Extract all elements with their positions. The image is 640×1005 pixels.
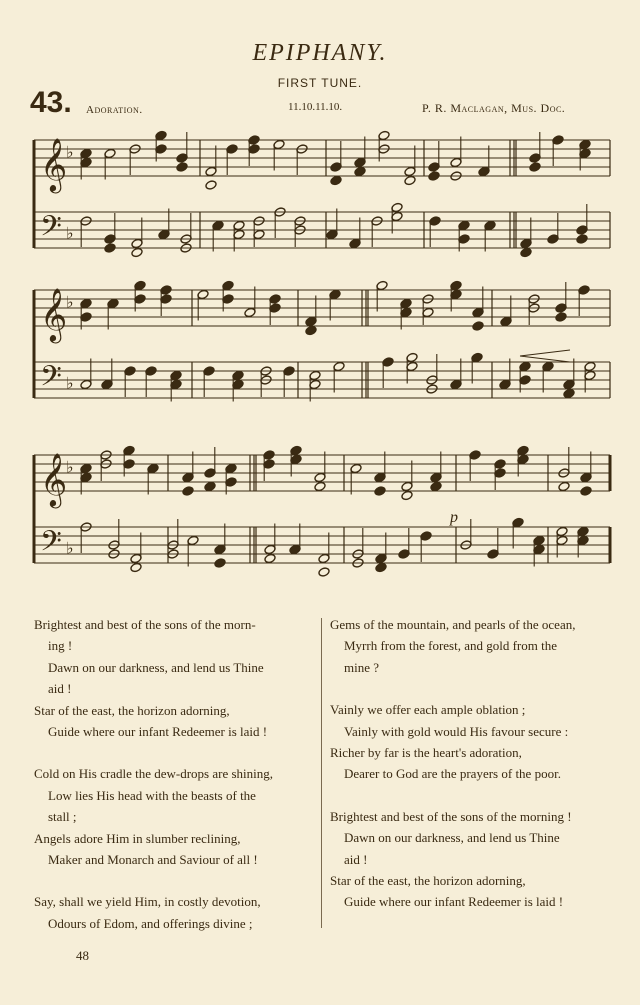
- note-head: [374, 486, 386, 497]
- note-head: [305, 325, 317, 336]
- hymn-number: 43.: [30, 86, 72, 119]
- verse-line: Richer by far is the heart's adoration,: [330, 745, 522, 761]
- flat-sign-icon: ♭: [66, 142, 74, 162]
- tune-label: FIRST TUNE.: [277, 76, 363, 90]
- tune-name: Adoration.: [86, 104, 143, 116]
- flat-sign-icon: ♭: [66, 457, 74, 477]
- page-number: 48: [76, 948, 89, 963]
- meter: 11.10.11.10.: [288, 101, 343, 113]
- note-head: [580, 486, 592, 497]
- note-head: [472, 321, 484, 332]
- column-divider: [321, 618, 322, 928]
- bass-clef-icon: 𝄢: [40, 525, 62, 565]
- stanza: [34, 763, 316, 870]
- note-head: [428, 171, 440, 182]
- note-head: [182, 486, 194, 497]
- treble-clef-icon: 𝄞: [40, 287, 68, 341]
- note-head: [555, 312, 567, 323]
- note-head: [401, 490, 413, 501]
- verse-line: Star of the east, the horizon adorning,: [34, 702, 230, 718]
- stanza: [34, 891, 316, 934]
- stanza: [34, 614, 316, 742]
- bass-clef-icon: 𝄢: [40, 210, 62, 250]
- note-head: [330, 175, 342, 186]
- note-head: [558, 481, 570, 492]
- crescendo-hairpin: [520, 350, 570, 362]
- verse-line: Dawn on our darkness, and lend us Thine: [344, 830, 560, 846]
- verse-line: Star of the east, the horizon adorning,: [330, 873, 526, 889]
- note-head: [529, 162, 541, 173]
- verse-line: Guide where our infant Redeemer is laid !: [48, 724, 268, 740]
- verses-left-column: [34, 614, 316, 955]
- dynamic-marking: p: [450, 509, 458, 526]
- verse-line: Cold on His cradle the dew-drops are shining,: [34, 766, 274, 782]
- verses-right-column: [330, 614, 620, 934]
- verse-line: mine ?: [344, 659, 380, 675]
- flat-sign-icon: ♭: [66, 223, 74, 243]
- verse-line: Vainly we offer each ample oblation ;: [330, 702, 526, 718]
- note-head: [520, 247, 532, 258]
- flat-sign-icon: ♭: [66, 538, 74, 558]
- verse-line: Odours of Edom, and offerings divine ;: [48, 915, 253, 931]
- note-head: [204, 481, 216, 492]
- treble-clef-icon: 𝄞: [40, 137, 68, 191]
- note-head: [375, 562, 387, 573]
- verse-line: aid !: [48, 681, 72, 697]
- note-head: [104, 243, 116, 254]
- note-head: [264, 553, 276, 564]
- verse-line: Gems of the mountain, and pearls of the ocean,: [330, 617, 576, 632]
- stanza: [330, 614, 620, 678]
- note-head: [576, 234, 588, 245]
- note-head: [314, 481, 326, 492]
- note-head: [354, 166, 366, 177]
- verse-line: Say, shall we yield Him, in costly devotion,: [34, 894, 261, 910]
- verse-line: Maker and Monarch and Saviour of all !: [48, 852, 258, 868]
- bass-clef-icon: 𝄢: [40, 360, 62, 400]
- verse-line: Dawn on our darkness, and lend us Thine: [48, 659, 264, 675]
- stanza: [330, 806, 620, 913]
- note-head: [205, 180, 217, 191]
- note-head: [430, 481, 442, 492]
- note-head: [404, 175, 416, 186]
- composer: P. R. Maclagan, Mus. Doc.: [422, 101, 566, 115]
- note-head: [130, 562, 142, 573]
- section-title: EPIPHANY.: [252, 40, 388, 66]
- treble-clef-icon: 𝄞: [40, 452, 68, 506]
- verse-line: Vainly with gold would His favour secure :: [344, 723, 569, 739]
- flat-sign-icon: ♭: [66, 292, 74, 312]
- note-head: [131, 247, 143, 258]
- verse-line: Angels adore Him in slumber reclining,: [34, 830, 241, 846]
- verse-line: Myrrh from the forest, and gold from the: [344, 638, 558, 654]
- note-head: [563, 388, 575, 399]
- note-head: [176, 162, 188, 173]
- verse-line: Brightest and best of the sons of the morning !: [330, 808, 572, 824]
- verse-line: Dearer to God are the prayers of the poor.: [344, 766, 561, 782]
- verse-line: Brightest and best of the sons of the morn-: [34, 617, 256, 632]
- verse-line: ing !: [48, 638, 73, 654]
- note-head: [318, 567, 330, 578]
- verse-line: aid !: [344, 851, 368, 867]
- verse-line: Guide where our infant Redeemer is laid !: [344, 894, 564, 910]
- verse-line: stall ;: [48, 809, 77, 825]
- verse-line: Low lies His head with the beasts of the: [48, 787, 256, 803]
- flat-sign-icon: ♭: [66, 373, 74, 393]
- note-head: [214, 558, 226, 569]
- stanza: [330, 699, 620, 785]
